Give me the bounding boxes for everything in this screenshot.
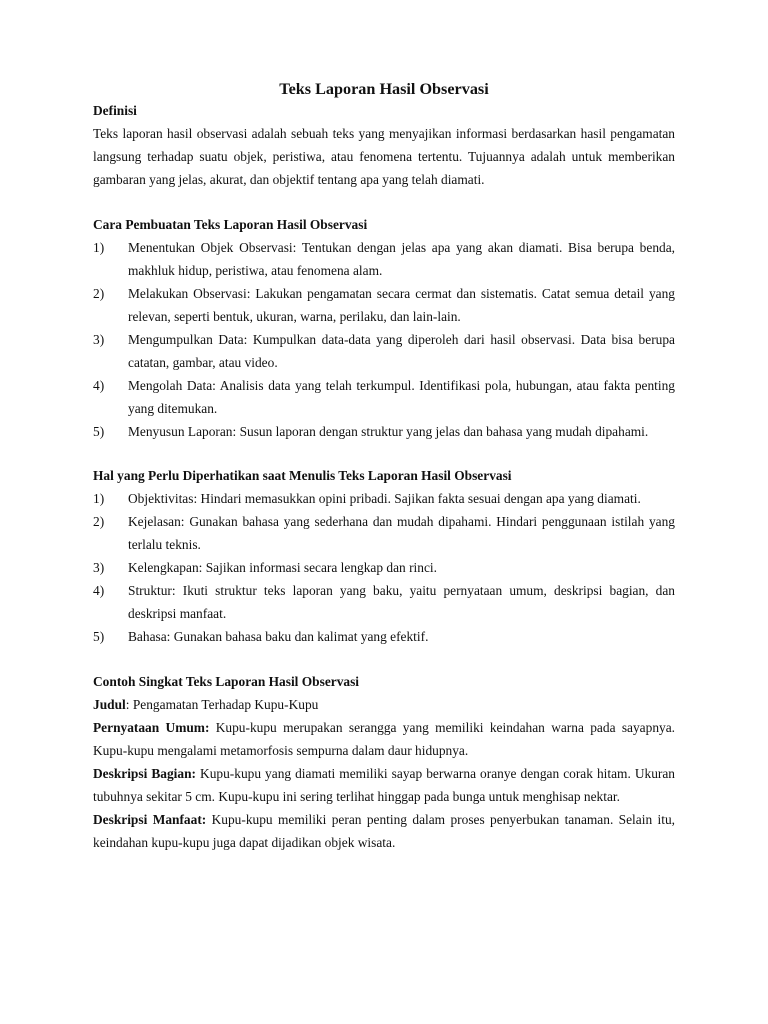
example-benefit-text: Kupu-kupu memiliki peran penting dalam proses penyerbukan tanaman. Selain itu, keindahan kupu-kupu juga dapat dijadikan objek wisata. — [93, 811, 675, 850]
list-number: 1) — [93, 491, 105, 506]
list-text: Menyusun Laporan: Susun laporan dengan struktur yang jelas dan bahasa yang mudah dipahami. — [128, 423, 649, 439]
list-text: Bahasa: Gunakan bahasa baku dan kalimat yang efektif. — [128, 629, 429, 644]
list-text: Kejelasan: Gunakan bahasa yang sederhana dan mudah dipahami. Hindari penggunaan istilah yang terlalu teknis. — [128, 514, 675, 552]
example-general-label: Pernyataan Umum: — [93, 719, 210, 735]
list-item — [93, 556, 675, 579]
list-item — [93, 282, 675, 328]
list-text: Struktur: Ikuti struktur teks laporan yang baku, yaitu pernyataan umum, deskripsi bagian, dan deskripsi manfaat. — [128, 583, 675, 621]
document-title: Teks Laporan Hasil Observasi — [279, 80, 489, 98]
spacer — [93, 443, 675, 466]
spacer — [93, 191, 675, 214]
example-title-text: Pengamatan Terhadap Kupu-Kupu — [129, 696, 319, 712]
list-item — [93, 625, 675, 648]
list-number: 4) — [93, 377, 105, 393]
document-body — [93, 78, 675, 854]
spacer — [93, 648, 675, 671]
list-number: 1) — [93, 239, 105, 255]
list-number: 3) — [93, 331, 105, 347]
list-text: Melakukan Observasi: Lakukan pengamatan secara cermat dan sistematis. Catat semua detail yang relevan, seperti bentuk, ukuran, warna, perilaku, dan lain-lain. — [128, 285, 675, 324]
list-item — [93, 374, 675, 420]
list-item — [93, 510, 675, 556]
list-item — [93, 579, 675, 625]
list-number: 3) — [93, 560, 105, 575]
list-text: Kelengkapan: Sajikan informasi secara lengkap dan rinci. — [128, 560, 437, 575]
list-number: 5) — [93, 423, 105, 439]
definition-text: Teks laporan hasil observasi adalah sebuah teks yang menyajikan informasi berdasarkan hasil pengamatan langsung terhadap suatu objek, peristiwa, atau fenomena tertentu. Tujuannya adalah untuk memberikan gambaran yang jelas, akurat, dan objektif tentang apa yang telah diamati. — [93, 126, 675, 187]
list-text: Objektivitas: Hindari memasukkan opini pribadi. Sajikan fakta sesuai dengan apa yang diamati. — [128, 491, 641, 506]
notes-heading: Hal yang Perlu Diperhatikan saat Menulis Teks Laporan Hasil Observasi — [93, 468, 512, 483]
list-text: Menentukan Objek Observasi: Tentukan dengan jelas apa yang akan diamati. Bisa berupa benda, makhluk hidup, peristiwa, atau fenomena alam. — [128, 239, 675, 278]
steps-heading: Cara Pembuatan Teks Laporan Hasil Observasi — [93, 216, 368, 232]
example-heading: Contoh Singkat Teks Laporan Hasil Observasi — [93, 673, 360, 689]
list-item — [93, 420, 675, 443]
list-item — [93, 328, 675, 374]
example-benefit-description — [93, 808, 675, 854]
list-number: 2) — [93, 285, 105, 301]
list-number: 2) — [93, 514, 105, 529]
example-part-description — [93, 762, 675, 808]
example-title-separator: : — [125, 696, 130, 712]
example-title-label: Judul — [93, 696, 126, 712]
example-title-line — [93, 693, 675, 716]
list-item — [93, 236, 675, 282]
list-number: 5) — [93, 629, 105, 644]
example-benefit-label: Deskripsi Manfaat: — [93, 811, 207, 827]
example-general-text: Kupu-kupu merupakan serangga yang memiliki keindahan warna pada sayapnya. Kupu-kupu mengalami metamorfosis sempurna dalam daur hidupnya. — [93, 719, 676, 758]
list-number: 4) — [93, 583, 105, 598]
definition-heading: Definisi — [93, 103, 137, 118]
example-part-text: Kupu-kupu yang diamati memiliki sayap berwarna oranye dengan corak hitam. Ukuran tubuhnya sekitar 5 cm. Kupu-kupu ini sering terlihat hinggap pada bunga untuk menghisap nektar. — [93, 765, 676, 804]
list-item — [93, 487, 675, 510]
list-text: Mengolah Data: Analisis data yang telah terkumpul. Identifikasi pola, hubungan, atau fakta penting yang ditemukan. — [128, 377, 675, 416]
list-text: Mengumpulkan Data: Kumpulkan data-data yang diperoleh dari hasil observasi. Data bisa berupa catatan, gambar, atau video. — [128, 331, 675, 370]
example-general-statement — [93, 716, 675, 762]
steps-list — [93, 236, 675, 443]
example-part-label: Deskripsi Bagian: — [93, 765, 196, 781]
notes-list — [93, 487, 675, 648]
